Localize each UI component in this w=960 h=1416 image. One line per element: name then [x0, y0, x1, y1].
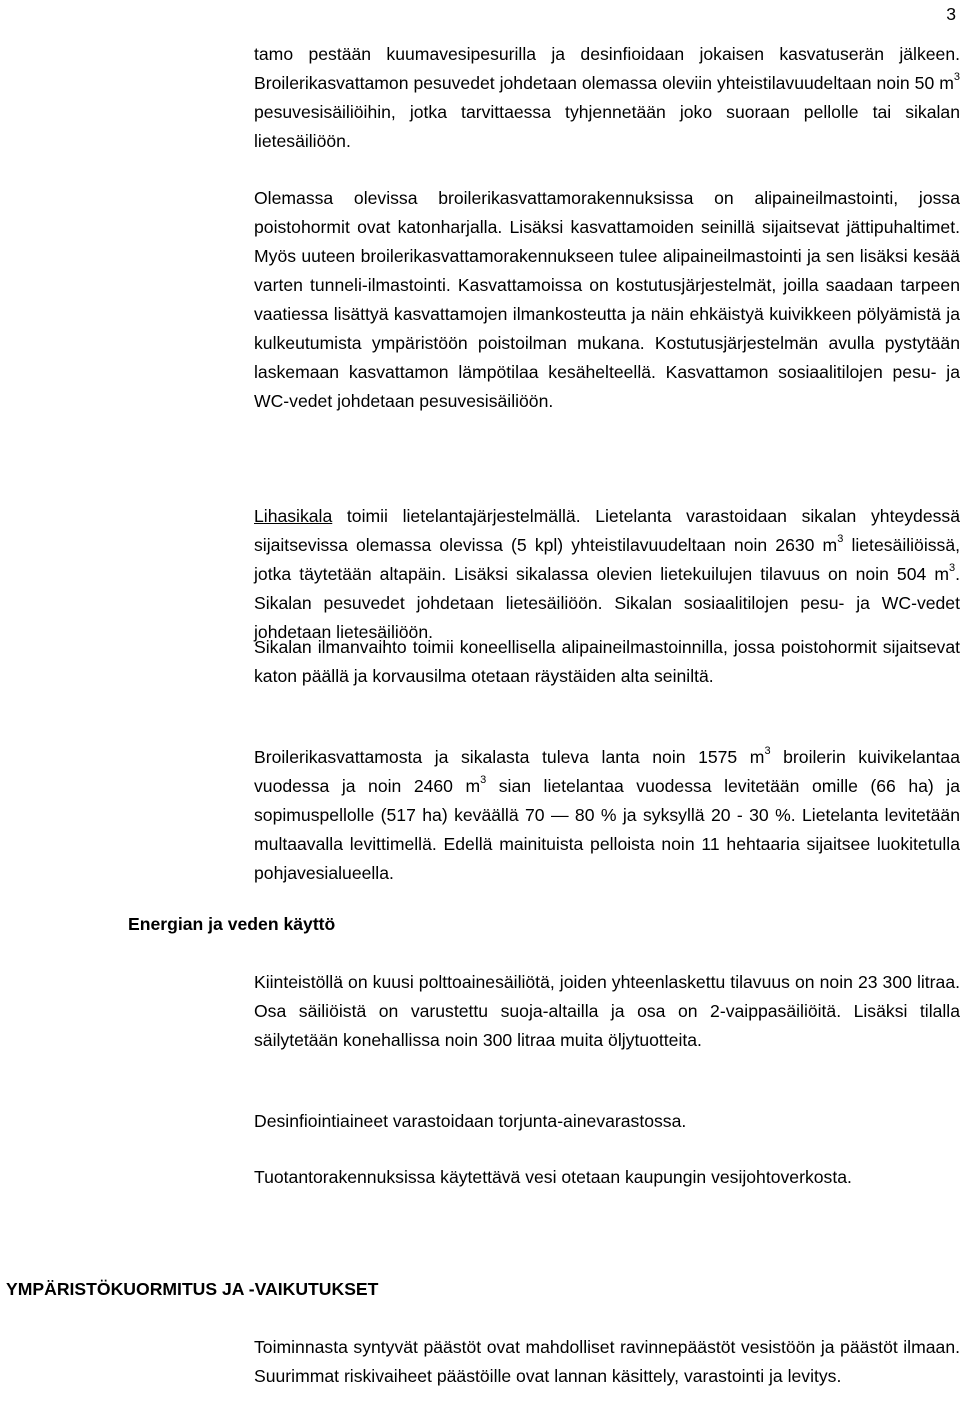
paragraph-emissions: Toiminnasta syntyvät päästöt ovat mahdolliset ravinnepäästöt vesistöön ja päästöt ilmaan. Suurimmat riskivaiheet päästöille ovat lannan käsittely, varastointi ja levitys. [254, 1337, 960, 1386]
paragraph-fuel-tanks: Kiinteistöllä on kuusi polttoainesäiliötä, joiden yhteenlaskettu tilavuus on noin 23 300 litraa. Osa säiliöistä on varustettu suoja-altailla ja osa on 2-vaippasäiliöitä. Lisäksi tilalla säilytetään konehallissa noin 300 litraa muita öljytuotteita. [254, 972, 960, 1050]
paragraph-broiler-washing: tamo pestään kuumavesipesurilla ja desinfioidaan jokaisen kasvatuserän jälkeen. Broilerikasvattamon pesuvedet johdetaan olemassa oleviin yhteistilavuudeltaan noin 50 $m^3$ pesuvesisäiliöihin, jotka tarvittaessa tyhjennetään joko suoraan pellolle tai sikalan lietesäiliöön. [254, 44, 960, 151]
paragraph-manure-spreading: Broilerikasvattamosta ja sikalasta tuleva lanta noin 1575 $m^3$ broilerin kuivikelantaa vuodessa ja noin 2460 $m^3$ sian lietelantaa vuodessa levitetään omille (66 ha) ja sopimuspellolle (517 ha) keväällä 70 — 80 % ja syksyllä 20 - 30 %. Lietelanta levitetään multaavalla levittimellä. Edellä mainituista pelloista noin 11 hehtaaria sijaitsee luokitetulla pohjavesialueella. [254, 745, 960, 883]
section-heading-energy-water: Energian ja veden käyttö [128, 914, 336, 934]
paragraph-water-supply: Tuotantorakennuksissa käytettävä vesi otetaan kaupungin vesijohtoverkosta. [254, 1167, 852, 1187]
main-heading-environmental-impacts: YMPÄRISTÖKUORMITUS JA -VAIKUTUKSET [6, 1279, 379, 1299]
paragraph-disinfectants: Desinfiointiaineet varastoidaan torjunta-ainevarastossa. [254, 1111, 687, 1131]
paragraph-piggery-slurry: Lihasikala toimii lietelantajärjestelmällä. Lietelanta varastoidaan sikalan yhteydessä sijaitsevissa olemassa olevissa (5 kpl) yhteistilavuudeltaan noin 2630 $m^3$ lietesäiliöissä, jotka täytetään altapäin. Lisäksi sikalassa olevien lietekuilujen tilavuus on noin 504 $m^3$. Sikalan pesuvedet johdetaan lietesäiliöön. Sikalan sosiaalitilojen pesu- ja WC-vedet johdetaan lietesäiliöön. [254, 506, 960, 642]
page-number: 3 [946, 4, 956, 24]
underlined-term: Lihasikala [254, 506, 333, 526]
paragraph-piggery-ventilation: Sikalan ilmanvaihto toimii koneellisella alipaineilmastoinnilla, jossa poistohormit sijaitsevat katon päällä ja korvausilma otetaan räystäiden alta seiniltä. [254, 637, 960, 686]
paragraph-broiler-ventilation: Olemassa olevissa broilerikasvattamorakennuksissa on alipaineilmastointi, jossa poistohormit ovat katonharjalla. Lisäksi kasvattamoiden seinillä sijaitsevat jättipuhaltimet. Myös uuteen broilerikasvattamorakennukseen tulee alipaineilmastointi ja sen lisäksi kesää varten tunneli-ilmastointi. Kasvattamoissa on kostutusjärjestelmät, joilla saadaan tarpeen vaatiessa lisättyä kasvattamojen ilmankosteutta ja näin ehkäistyä kuivikkeen pölyämistä ja kulkeutumista ympäristöön poistoilman mukana. Kostutusjärjestelmän avulla pystytään laskemaan kasvattamon lämpötilaa kesähelteellä. Kasvattamon sosiaalitilojen pesu- ja WC-vedet johdetaan pesuvesisäiliöön. [254, 188, 960, 411]
